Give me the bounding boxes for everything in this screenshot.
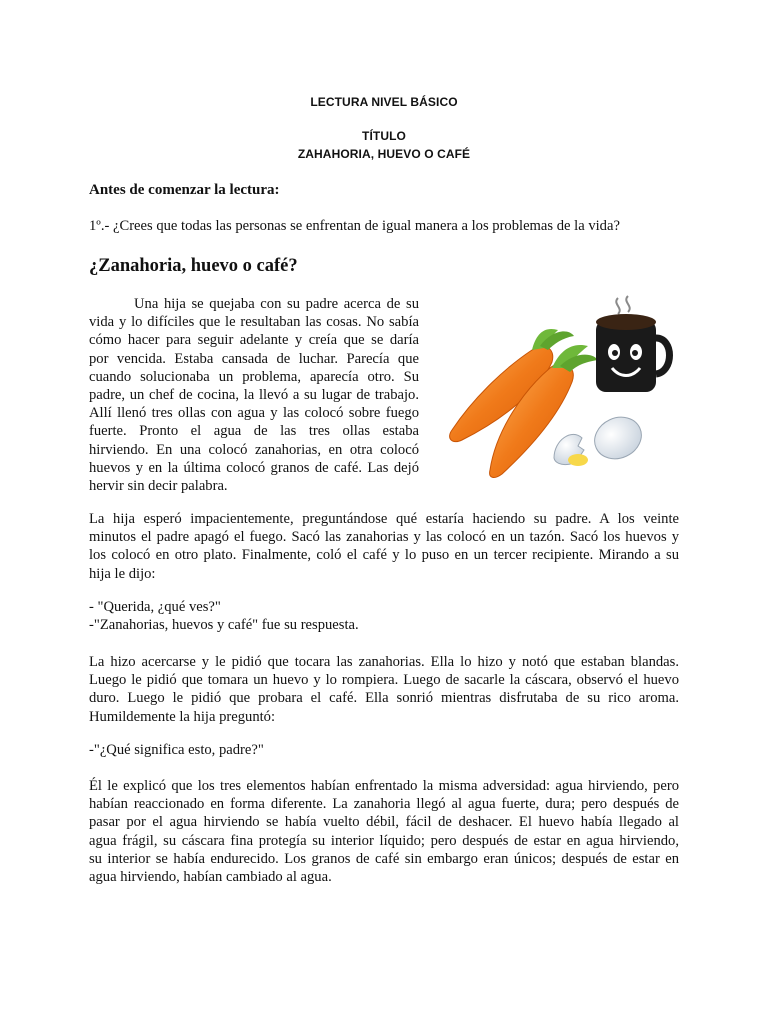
paragraph-line: su interior se había endurecido. Los granos de café sin embargo eran únicos; después de estar en [89, 850, 679, 867]
paragraph-line: Luego le pidió que tomara un huevo y lo rompiera. Luego de sacarle la cáscara, observó el huevo [89, 672, 679, 689]
paragraph-line: duro. Luego le pidió que probara el café. Ella sonrió mientras disfrutaba de su rico aroma. [89, 690, 679, 707]
paragraph-line: agua hirviendo, habían cambiado al agua. [89, 869, 332, 886]
paragraph-line: padre, un chef de cocina, la llevó a su lugar de trabajo. [89, 387, 419, 404]
paragraph-line: por vencida. Estaba cansada de luchar. Parecía que [89, 350, 419, 367]
paragraph-line: Él le explicó que los tres elementos habían enfrentado la misma adversidad: agua hirviendo, pero [89, 778, 679, 794]
paragraph-line: agua frágil, su cáscara fina protegía su interior líquido; pero después de estar en agua hirviendo, [89, 832, 679, 849]
paragraph-line: pasar por el agua hirviendo se había vuelto débil, fácil de deshacer. El huevo había llegado al [89, 814, 679, 831]
paragraph-line: La hija esperó impacientemente, preguntándose qué estaría haciendo su padre. A los veinte [89, 511, 679, 527]
paragraph-line: cómo hacer para seguir adelante y creía que se daría [89, 332, 419, 349]
paragraph-line: Una hija se quejaba con su padre acerca de su [134, 296, 419, 312]
coffee-mug-icon [596, 296, 670, 392]
paragraph-4 [89, 777, 679, 886]
paragraph-3 [89, 653, 679, 726]
pre-reading-question: 1º.- ¿Crees que todas las personas se enfrentan de igual manera a los problemas de la vida? [89, 218, 620, 234]
paragraph-line: habían reaccionado en forma diferente. La zanahoria llegó al agua fuerte, dura; pero después de [89, 796, 679, 813]
paragraph-line: los colocó en otro plato. Finalmente, coló el café y lo puso en un tercer recipiente. Mirando a su [89, 547, 679, 564]
paragraph-line: hervir sin decir palabra. [89, 478, 228, 495]
paragraph-line: vida y lo difíciles que le resultaban las cosas. No sabía [89, 314, 419, 331]
paragraph-line: cuando solucionaba un problema, aparecía otro. Su [89, 368, 419, 385]
dialog-line-2: -"Zanahorias, huevos y café" fue su respuesta. [89, 617, 359, 633]
story-title: ¿Zanahoria, huevo o café? [89, 256, 298, 276]
cracked-egg-icon [554, 434, 588, 466]
paragraph-2 [89, 510, 679, 583]
paragraph-line: minutos el padre apagó el fuego. Sacó las zanahorias y las colocó en un tazón. Sacó los huevos y [89, 529, 679, 546]
dialog-line-1: - "Querida, ¿qué ves?" [89, 599, 221, 615]
dialog-line-3: -"¿Qué significa esto, padre?" [89, 742, 264, 758]
paragraph-line: huevos y en la última colocó granos de café. Las dejó [89, 459, 419, 476]
paragraph-line: La hizo acercarse y le pidió que tocara las zanahorias. Ella lo hizo y notó que estaban blandas. [89, 654, 679, 670]
paragraph-line: Allí llenó tres ollas con agua y las colocó sobre fuego [89, 405, 419, 422]
paragraph-1 [89, 295, 419, 495]
paragraph-line: Humildemente la hija preguntó: [89, 708, 276, 725]
titulo-label: TÍTULO [362, 129, 406, 143]
carrot-egg-coffee-illustration [432, 290, 680, 480]
egg-icon [588, 410, 648, 467]
before-reading-heading: Antes de comenzar la lectura: [89, 182, 280, 198]
level-heading: LECTURA NIVEL BÁSICO [310, 95, 458, 109]
document-title: ZAHAHORIA, HUEVO O CAFÉ [297, 147, 471, 161]
paragraph-line: hirviendo. En una colocó zanahorias, en otra colocó [89, 441, 419, 458]
paragraph-line: fuerte. Pronto el agua de las tres ollas estaba [89, 423, 419, 440]
paragraph-line: hija le dijo: [89, 565, 156, 582]
